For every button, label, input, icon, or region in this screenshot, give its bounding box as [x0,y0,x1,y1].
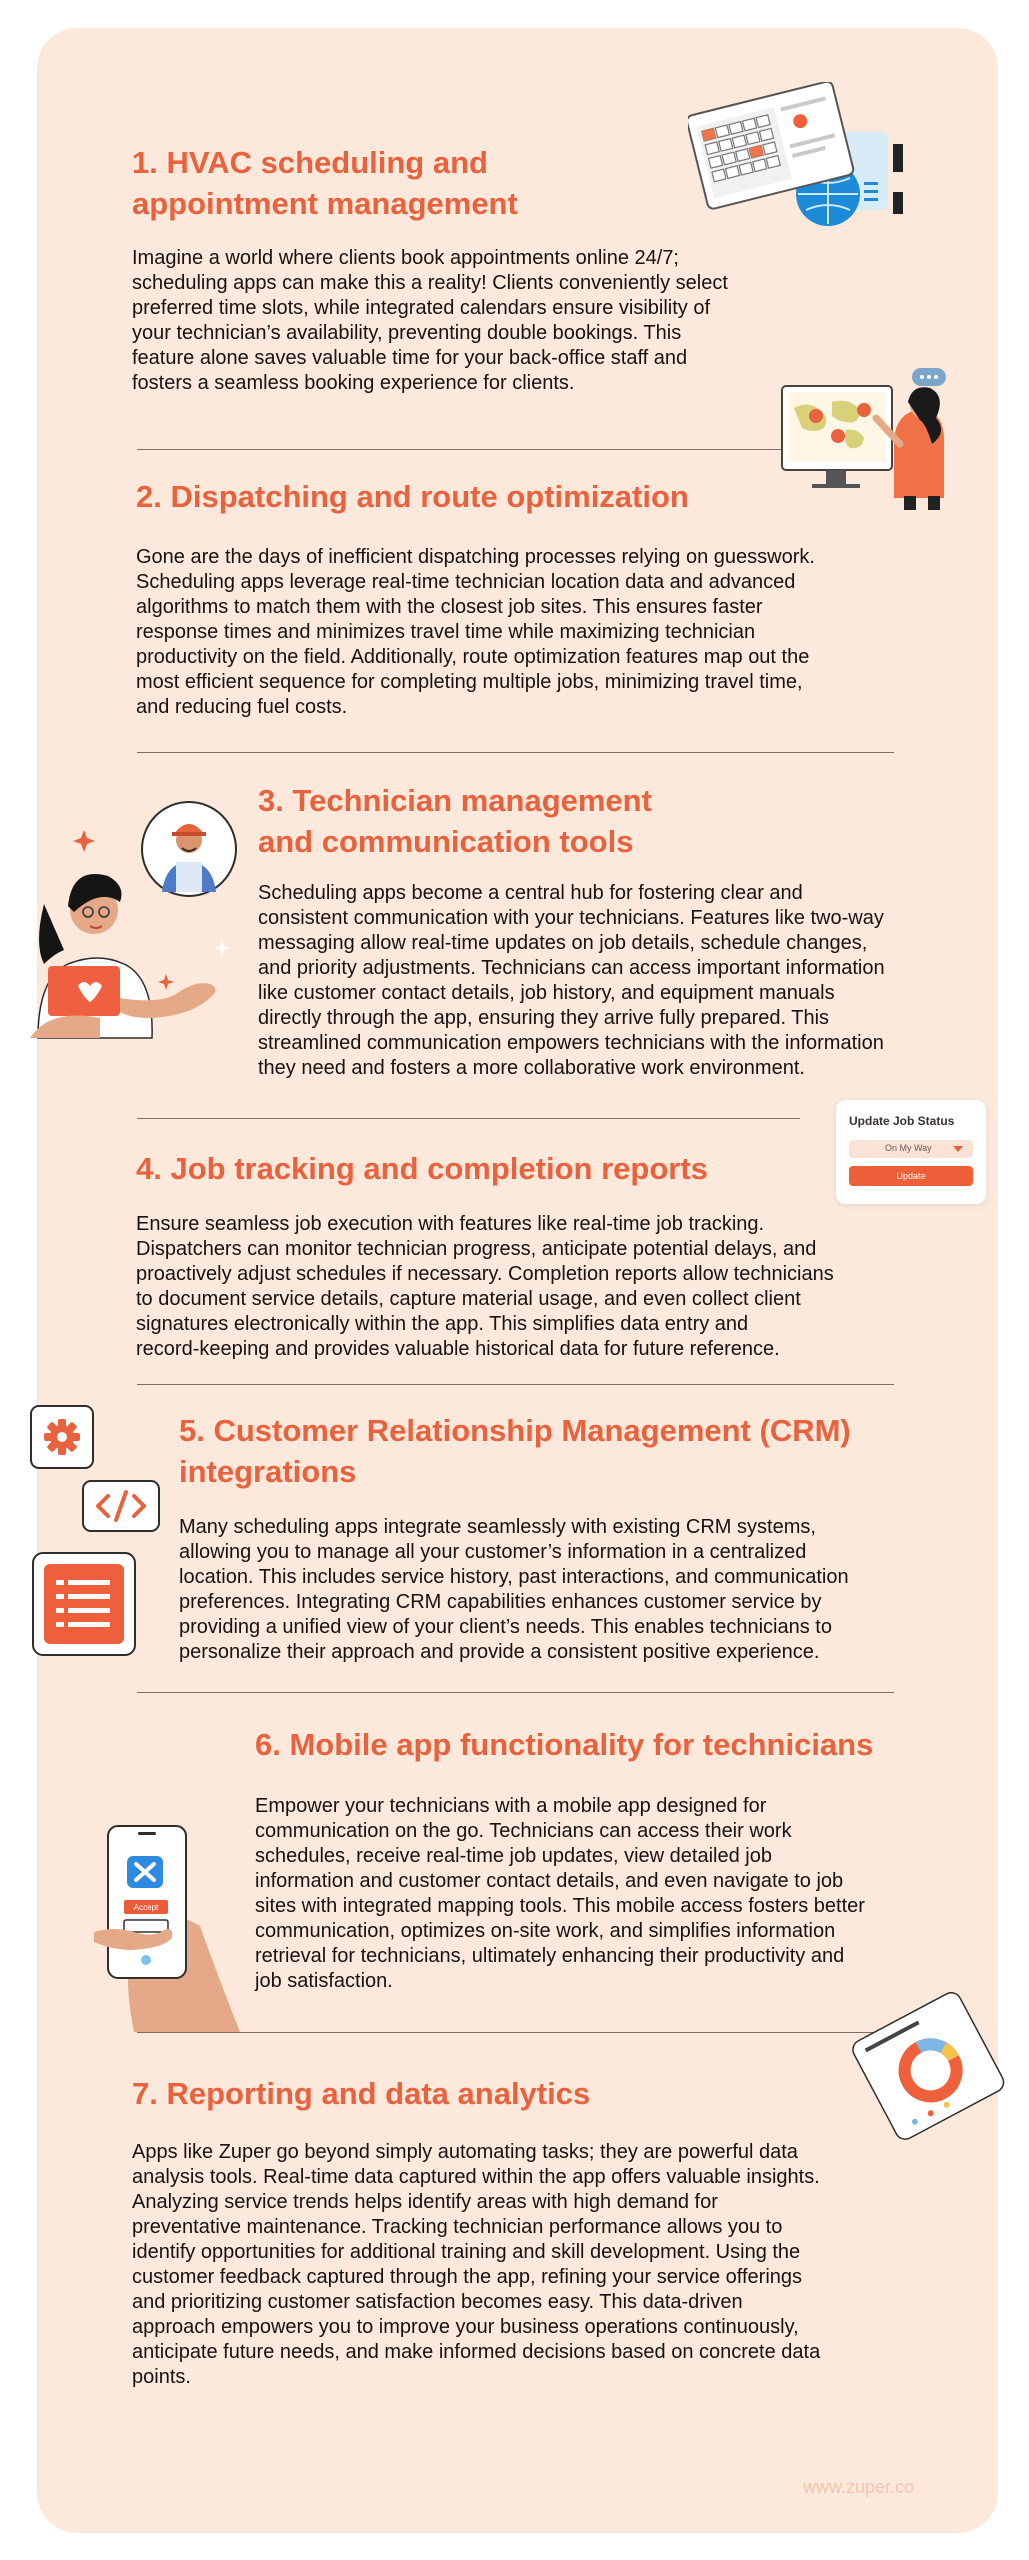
divider [137,449,782,450]
document-list-icon [32,1552,136,1656]
section-5-heading [179,1410,851,1492]
section-6-heading [255,1724,873,1765]
section-1-body [132,246,728,396]
section-3-heading [258,780,652,862]
section-7-body [132,2140,820,2390]
section-3-body-line: consistent communication with your technicians. Features like two-way [258,907,884,929]
calendar-illustration [688,82,918,232]
update-button[interactable]: Update [849,1166,973,1186]
section-3-body [258,881,885,1081]
section-4-body-line: Dispatchers can monitor technician progress, anticipate potential delays, and [136,1238,817,1260]
section-5-body-line: allowing you to manage all your customer’s information in a centralized [179,1541,807,1563]
section-5-body [179,1515,849,1665]
update-job-status-card [836,1100,986,1204]
section-3-body-line: streamlined communication empowers technicians with the information [258,1032,884,1054]
section-2-heading [136,476,689,517]
section-1-body-line: Imagine a world where clients book appointments online 24/7; [132,247,679,269]
section-5-body-line: location. This includes service history, past interactions, and communication [179,1566,849,1588]
section-7-heading [132,2073,590,2114]
section-2-body-line: Gone are the days of inefficient dispatching processes relying on guesswork. [136,546,815,568]
section-3-body-line: directly through the app, ensuring they arrive fully prepared. This [258,1007,830,1029]
section-4-heading [136,1148,708,1189]
section-5-body-line: providing a unified view of your client’s needs. This enables technicians to [179,1616,832,1638]
section-1-body-line: scheduling apps can make this a reality! Clients conveniently select [132,272,728,294]
section-3-heading-line: 3. Technician management [258,783,652,818]
section-4-body-line: to document service details, capture material usage, and even collect client [136,1288,801,1310]
section-2-heading-line: 2. Dispatching and route optimization [136,479,689,514]
section-6-body-line: Empower your technicians with a mobile app designed for [255,1795,767,1817]
section-2-body-line: most efficient sequence for completing multiple jobs, minimizing travel time, [136,671,803,693]
section-1-body-line: your technician’s availability, preventing double bookings. This [132,322,682,344]
section-1-heading-line: 1. HVAC scheduling and [132,145,488,180]
section-4-body [136,1212,834,1362]
section-6-body-line: sites with integrated mapping tools. This mobile access fosters better [255,1895,865,1917]
section-2-body-line: and reducing fuel costs. [136,696,348,718]
divider [137,2032,894,2033]
section-2-body-line: Scheduling apps leverage real-time technician location data and advanced [136,571,796,593]
donut-chart-card-illustration [846,1992,1006,2140]
job-status-dropdown[interactable] [849,1140,973,1158]
section-1-body-line: preferred time slots, while integrated calendars ensure visibility of [132,297,711,319]
section-4-body-line: signatures electronically within the app. This simplifies data entry and [136,1313,749,1335]
section-6-body-line: schedules, receive real-time job updates, view detailed job [255,1845,772,1867]
section-3-body-line: and priority adjustments. Technicians can access important information [258,957,885,979]
map-presenter-illustration [776,368,956,516]
divider [137,1118,800,1119]
section-4-body-line: record-keeping and provides valuable historical data for future reference. [136,1338,780,1360]
section-7-body-line: Analyzing service trends helps identify areas with high demand for [132,2191,718,2213]
section-1-heading-line: appointment management [132,186,518,221]
section-7-body-line: points. [132,2366,191,2388]
code-icon [82,1480,160,1532]
section-3-body-line: they need and fosters a more collaborative work environment. [258,1057,805,1079]
section-6-body-line: communication on the go. Technicians can access their work [255,1820,792,1842]
section-3-heading-line: and communication tools [258,824,634,859]
caret-down-icon [953,1146,963,1152]
section-5-heading-line: integrations [179,1454,357,1489]
section-6-heading-line: 6. Mobile app functionality for technicians [255,1727,874,1762]
section-7-body-line: identify opportunities for additional training and skill development. Using the [132,2241,801,2263]
section-6-body-line: information and customer contact details, and even navigate to job [255,1870,844,1892]
phone-in-hand-illustration [94,1820,244,2032]
section-4-heading-line: 4. Job tracking and completion reports [136,1151,708,1186]
section-5-heading-line: 5. Customer Relationship Management (CRM) [179,1413,851,1448]
section-7-body-line: Apps like Zuper go beyond simply automating tasks; they are powerful data [132,2141,798,2163]
gear-icon [30,1405,94,1469]
footer-website-link[interactable]: www.zuper.co [803,2477,915,2497]
section-2-body-line: productivity on the field. Additionally, route optimization features map out the [136,646,810,668]
section-7-body-line: and prioritizing customer satisfaction becomes easy. This data-driven [132,2291,743,2313]
section-5-body-line: personalize their approach and provide a consistent positive experience. [179,1641,820,1663]
section-4-body-line: Ensure seamless job execution with features like real-time job tracking. [136,1213,765,1235]
section-7-body-line: approach empowers you to improve your business operations continuously, [132,2316,799,2338]
section-3-body-line: like customer contact details, job history, and equipment manuals [258,982,835,1004]
job-status-selected: On My Way [885,1143,932,1153]
section-7-body-line: analysis tools. Real-time data captured within the app offers valuable insights. [132,2166,820,2188]
section-7-body-line: anticipate future needs, and make informed decisions based on concrete data [132,2341,821,2363]
divider [137,1692,894,1693]
section-2-body [136,545,815,720]
section-1-body-line: feature alone saves valuable time for your back-office staff and [132,347,688,369]
divider [137,752,894,753]
section-2-body-line: response times and minimizes travel time while maximizing technician [136,621,756,643]
section-6-body-line: job satisfaction. [255,1970,393,1992]
section-7-body-line: customer feedback captured through the app, refining your service offerings [132,2266,803,2288]
woman-laptop-illustration [30,826,240,1044]
section-3-body-line: Scheduling apps become a central hub for fostering clear and [258,882,803,904]
section-6-body [255,1794,865,1994]
section-7-heading-line: 7. Reporting and data analytics [132,2076,591,2111]
section-6-body-line: retrieval for technicians, ultimately enhancing their productivity and [255,1945,845,1967]
divider [137,1384,894,1385]
section-5-body-line: preferences. Integrating CRM capabilities enhances customer service by [179,1591,822,1613]
section-4-body-line: proactively adjust schedules if necessary. Completion reports allow technicians [136,1263,834,1285]
section-6-body-line: communication, optimizes on-site work, and simplifies information [255,1920,836,1942]
section-1-body-line: fosters a seamless booking experience for clients. [132,372,575,394]
section-5-body-line: Many scheduling apps integrate seamlessly with existing CRM systems, [179,1516,816,1538]
status-card-title: Update Job Status [849,1114,955,1128]
section-7-body-line: preventative maintenance. Tracking technician performance allows you to [132,2216,783,2238]
section-1-heading [132,142,518,224]
accept-label: Accept [133,1903,159,1912]
section-2-body-line: algorithms to match them with the closest job sites. This ensures faster [136,596,763,618]
section-3-body-line: messaging allow real-time updates on job details, schedule changes, [258,932,868,954]
